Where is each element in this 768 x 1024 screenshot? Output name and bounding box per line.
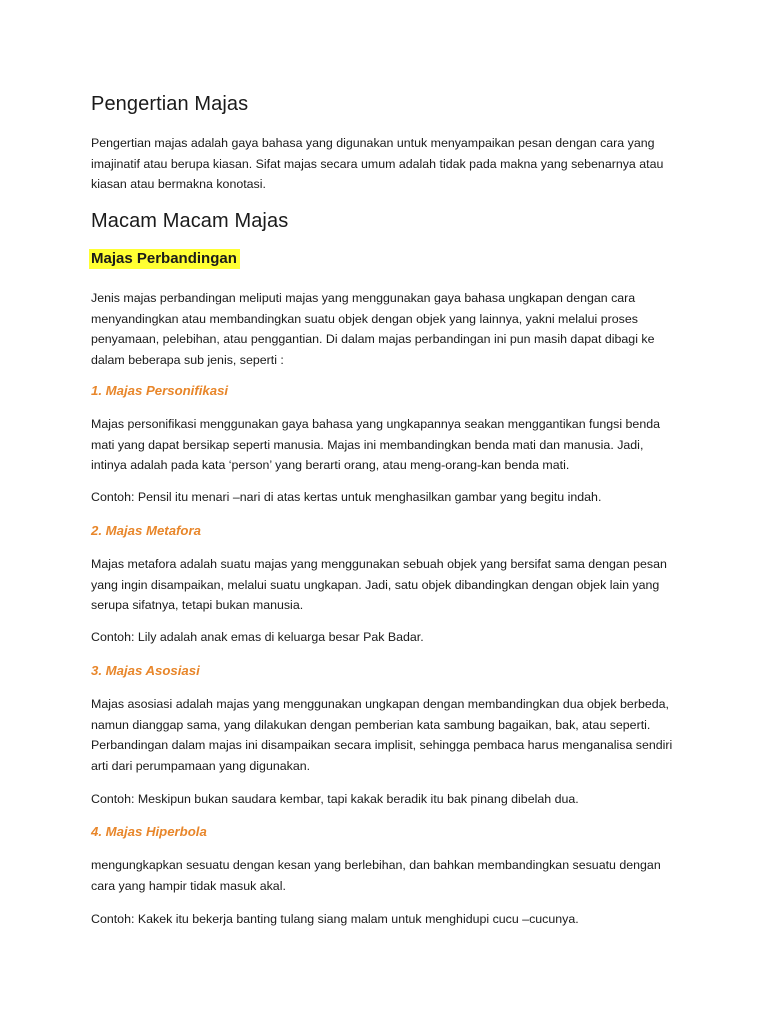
text-line: mengungkapkan sesuatu dengan kesan yang berlebihan, dan bahkan membandingkan sesuatu dengan xyxy=(91,858,661,872)
text-line: Pengertian majas adalah gaya bahasa yang digunakan untuk menyampaikan pesan dengan cara yang xyxy=(91,136,655,150)
subheading-personifikasi: 1. Majas Personifikasi xyxy=(91,383,229,398)
text-line: penyamaan, pelebihan, atau penggantian. Di dalam majas perbandingan ini pun masih dapat dibagi ke xyxy=(91,332,655,347)
metafora-example: Contoh: Lily adalah anak emas di keluarga besar Pak Badar. xyxy=(91,630,424,644)
hiperbola-example: Contoh: Kakek itu bekerja banting tulang siang malam untuk menghidupi cucu –cucunya. xyxy=(91,912,579,926)
text-line: arti dari perumpamaan yang digunakan. xyxy=(91,759,311,774)
section-title: Macam Macam Majas xyxy=(91,210,289,232)
text-line: Majas metafora adalah suatu majas yang menggunakan sebuah objek yang bersifat sama dengan pesan xyxy=(91,557,667,571)
text-line: dalam beberapa sub jenis, seperti : xyxy=(91,353,284,368)
subheading-metafora: 2. Majas Metafora xyxy=(91,523,201,538)
highlighted-heading: Majas Perbandingan xyxy=(89,249,240,269)
text-line: Majas asosiasi adalah majas yang menggunakan ungkapan dengan membandingkan dua objek berbeda, xyxy=(91,697,669,711)
intro-paragraph xyxy=(91,133,663,195)
text-line: Majas personifikasi menggunakan gaya bahasa yang ungkapannya seakan menggantikan fungsi benda xyxy=(91,417,660,431)
asosiasi-paragraph xyxy=(91,694,672,777)
subheading-asosiasi: 3. Majas Asosiasi xyxy=(91,663,200,678)
text-line: serupa sifatnya, tetapi bukan manusia. xyxy=(91,598,304,613)
asosiasi-example: Contoh: Meskipun bukan saudara kembar, tapi kakak beradik itu bak pinang dibelah dua. xyxy=(91,792,579,806)
text-line: namun dianggap sama, yang dilakukan dengan pemberian kata sambung bagaikan, bak, atau seperti. xyxy=(91,717,651,732)
personifikasi-example: Contoh: Pensil itu menari –nari di atas kertas untuk menghasilkan gambar yang begitu indah. xyxy=(91,490,602,504)
subheading-hiperbola: 4. Majas Hiperbola xyxy=(91,824,207,839)
text-line: menyandingkan atau membandingkan suatu objek dengan objek yang lainnya, yakni melalui proses xyxy=(91,311,638,326)
text-line: Jenis majas perbandingan meliputi majas yang menggunakan gaya bahasa ungkapan dengan cara xyxy=(91,291,636,305)
text-line: Perbandingan dalam majas ini disampaikan secara implisit, sehingga pembaca harus menganalisa sendiri xyxy=(91,738,673,753)
text-line: cara yang hampir tidak masuk akal. xyxy=(91,878,286,893)
personifikasi-paragraph xyxy=(91,414,660,476)
metafora-paragraph xyxy=(91,554,667,616)
text-line: kiasan atau bermakna konotasi. xyxy=(91,177,266,192)
perbandingan-paragraph xyxy=(91,288,654,371)
text-line: yang ingin disampaikan, melalui suatu ungkapan. Jadi, satu objek dibandingkan dengan objek lain yang xyxy=(91,577,660,592)
page-title: Pengertian Majas xyxy=(91,93,249,115)
hiperbola-paragraph xyxy=(91,855,661,896)
text-line: intinya adalah pada kata ‘person’ yang berarti orang, atau meng-orang-kan benda mati. xyxy=(91,458,570,473)
text-line: imajinatif atau berupa kiasan. Sifat majas secara umum adalah tidak pada makna yang sebenarnya atau xyxy=(91,156,664,171)
text-line: mati yang dapat bersikap seperti manusia. Majas ini membandingkan benda mati dan manusia. Jadi, xyxy=(91,437,644,452)
